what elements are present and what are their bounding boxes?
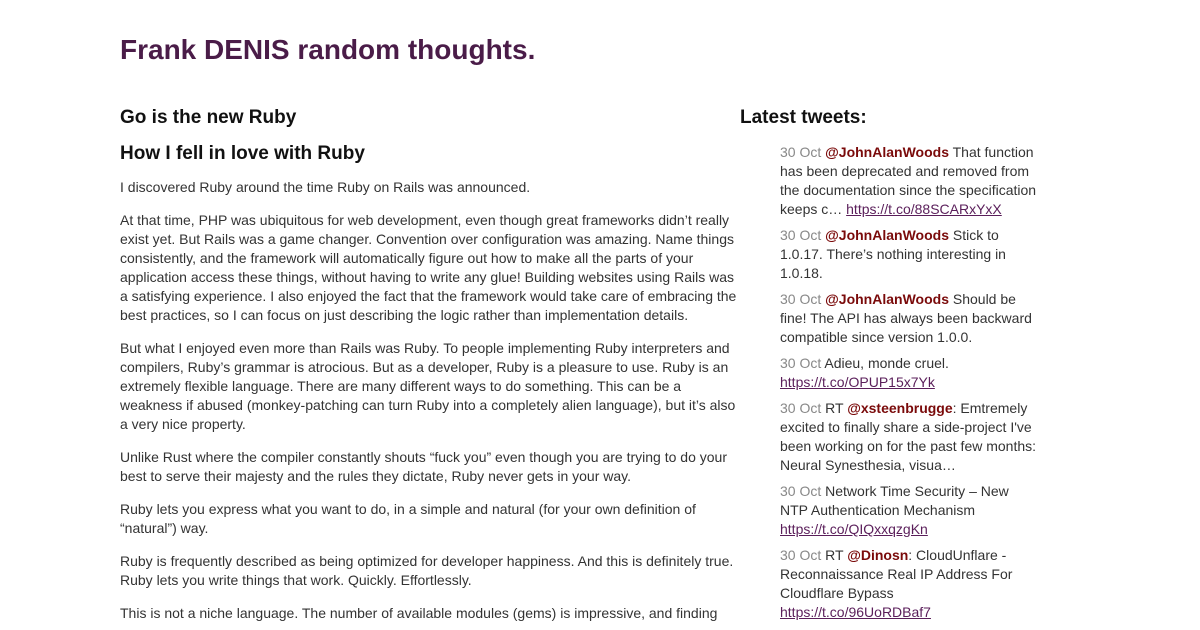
tweet-url-link[interactable]: https://t.co/OPUP15x7Yk	[780, 374, 935, 390]
tweet-text: That function has been deprecated and removed from the documentation since the specification keeps c…	[780, 144, 1037, 217]
section-heading: How I fell in love with Ruby	[120, 143, 365, 164]
article-paragraph: But what I enjoyed even more than Rails was Ruby. To people implementing Ruby interpreters and compilers, Ruby’s grammar is atrocious. But as a developer, Ruby is a pleasure to use. Ruby is an extremely flexible language. There are many different ways to do something. This can be a weakness if abused (monkey-patching can turn Ruby into a completely alien language), but it’s also a very nice property.	[120, 340, 736, 432]
article-paragraph: I discovered Ruby around the time Ruby on Rails was announced.	[120, 179, 531, 195]
article-paragraph: Ruby lets you express what you want to do, in a simple and natural (for your own definition of “natural”) way.	[120, 501, 696, 536]
tweet-date: 30 Oct	[780, 400, 822, 416]
tweet-item	[780, 290, 1040, 347]
sidebar	[740, 105, 1040, 629]
tweet-date: 30 Oct	[780, 144, 822, 160]
article-paragraph: At that time, PHP was ubiquitous for web development, even though great frameworks didn’t really exist yet. But Rails was a game changer. Convention over configuration was amazing. Name things consistently, and the framework will automatically figure out how to make all the parts of your application access these things, without having to write any glue! Building websites using Rails was a satisfying experience. I also enjoyed the fact that the framework would take care of embracing the best practices, so I can focus on just describing the logic rather than implementation details.	[120, 212, 737, 323]
post-title[interactable]: Go is the new Ruby	[120, 107, 297, 128]
tweet-mention-link[interactable]: @xsteenbrugge	[847, 400, 953, 416]
tweet-url-link[interactable]: https://t.co/QIQxxqzgKn	[780, 521, 928, 537]
site-title[interactable]: Frank DENIS random thoughts.	[120, 34, 536, 65]
tweet-url-link[interactable]: https://t.co/96UoRDBaf7	[780, 604, 931, 620]
tweet-prefix: RT	[825, 400, 848, 416]
tweet-list	[740, 143, 1040, 622]
sidebar-title: Latest tweets:	[740, 107, 867, 128]
tweet-date: 30 Oct	[780, 547, 822, 563]
tweet-text: Should be fine! The API has always been backward compatible since version 1.0.0.	[780, 291, 1032, 345]
article-paragraph: This is not a niche language. The number of available modules (gems) is impressive, and finding	[120, 605, 718, 621]
tweet-mention-link[interactable]: @Dinosn	[847, 547, 909, 563]
tweet-prefix: RT	[825, 547, 848, 563]
tweet-date: 30 Oct	[780, 227, 822, 243]
tweet-item	[780, 226, 1040, 283]
tweet-item	[780, 482, 1040, 539]
article-paragraph: Unlike Rust where the compiler constantly shouts “fuck you” even though you are trying to do your best to serve their majesty and the rules they dictate, Ruby never gets in your way.	[120, 449, 727, 484]
tweet-text: Network Time Security – New NTP Authentication Mechanism	[780, 483, 1009, 518]
tweet-mention-link[interactable]: @JohnAlanWoods	[825, 291, 949, 307]
tweet-text: : Emtremely excited to finally share a side-project I've been working on for the past few months: Neural Synesthesia, visua…	[780, 400, 1037, 473]
article	[120, 105, 742, 630]
tweet-item	[780, 546, 1040, 622]
tweet-mention-link[interactable]: @JohnAlanWoods	[825, 227, 949, 243]
tweet-date: 30 Oct	[780, 355, 822, 371]
tweet-date: 30 Oct	[780, 291, 822, 307]
tweet-mention-link[interactable]: @JohnAlanWoods	[825, 144, 949, 160]
tweet-date: 30 Oct	[780, 483, 822, 499]
tweet-item	[780, 354, 1040, 392]
tweet-text: Adieu, monde cruel.	[824, 355, 949, 371]
tweet-item	[780, 399, 1040, 475]
tweet-text: Stick to 1.0.17. There’s nothing interesting in 1.0.18.	[780, 227, 1006, 281]
tweet-text: : CloudUnflare - Reconnaissance Real IP Address For Cloudflare Bypass	[780, 547, 1013, 601]
tweet-item	[780, 143, 1040, 219]
tweet-url-link[interactable]: https://t.co/88SCARxYxX	[846, 201, 1002, 217]
article-paragraph: Ruby is frequently described as being optimized for developer happiness. And this is definitely true. Ruby lets you write things that work. Quickly. Effortlessly.	[120, 553, 734, 588]
